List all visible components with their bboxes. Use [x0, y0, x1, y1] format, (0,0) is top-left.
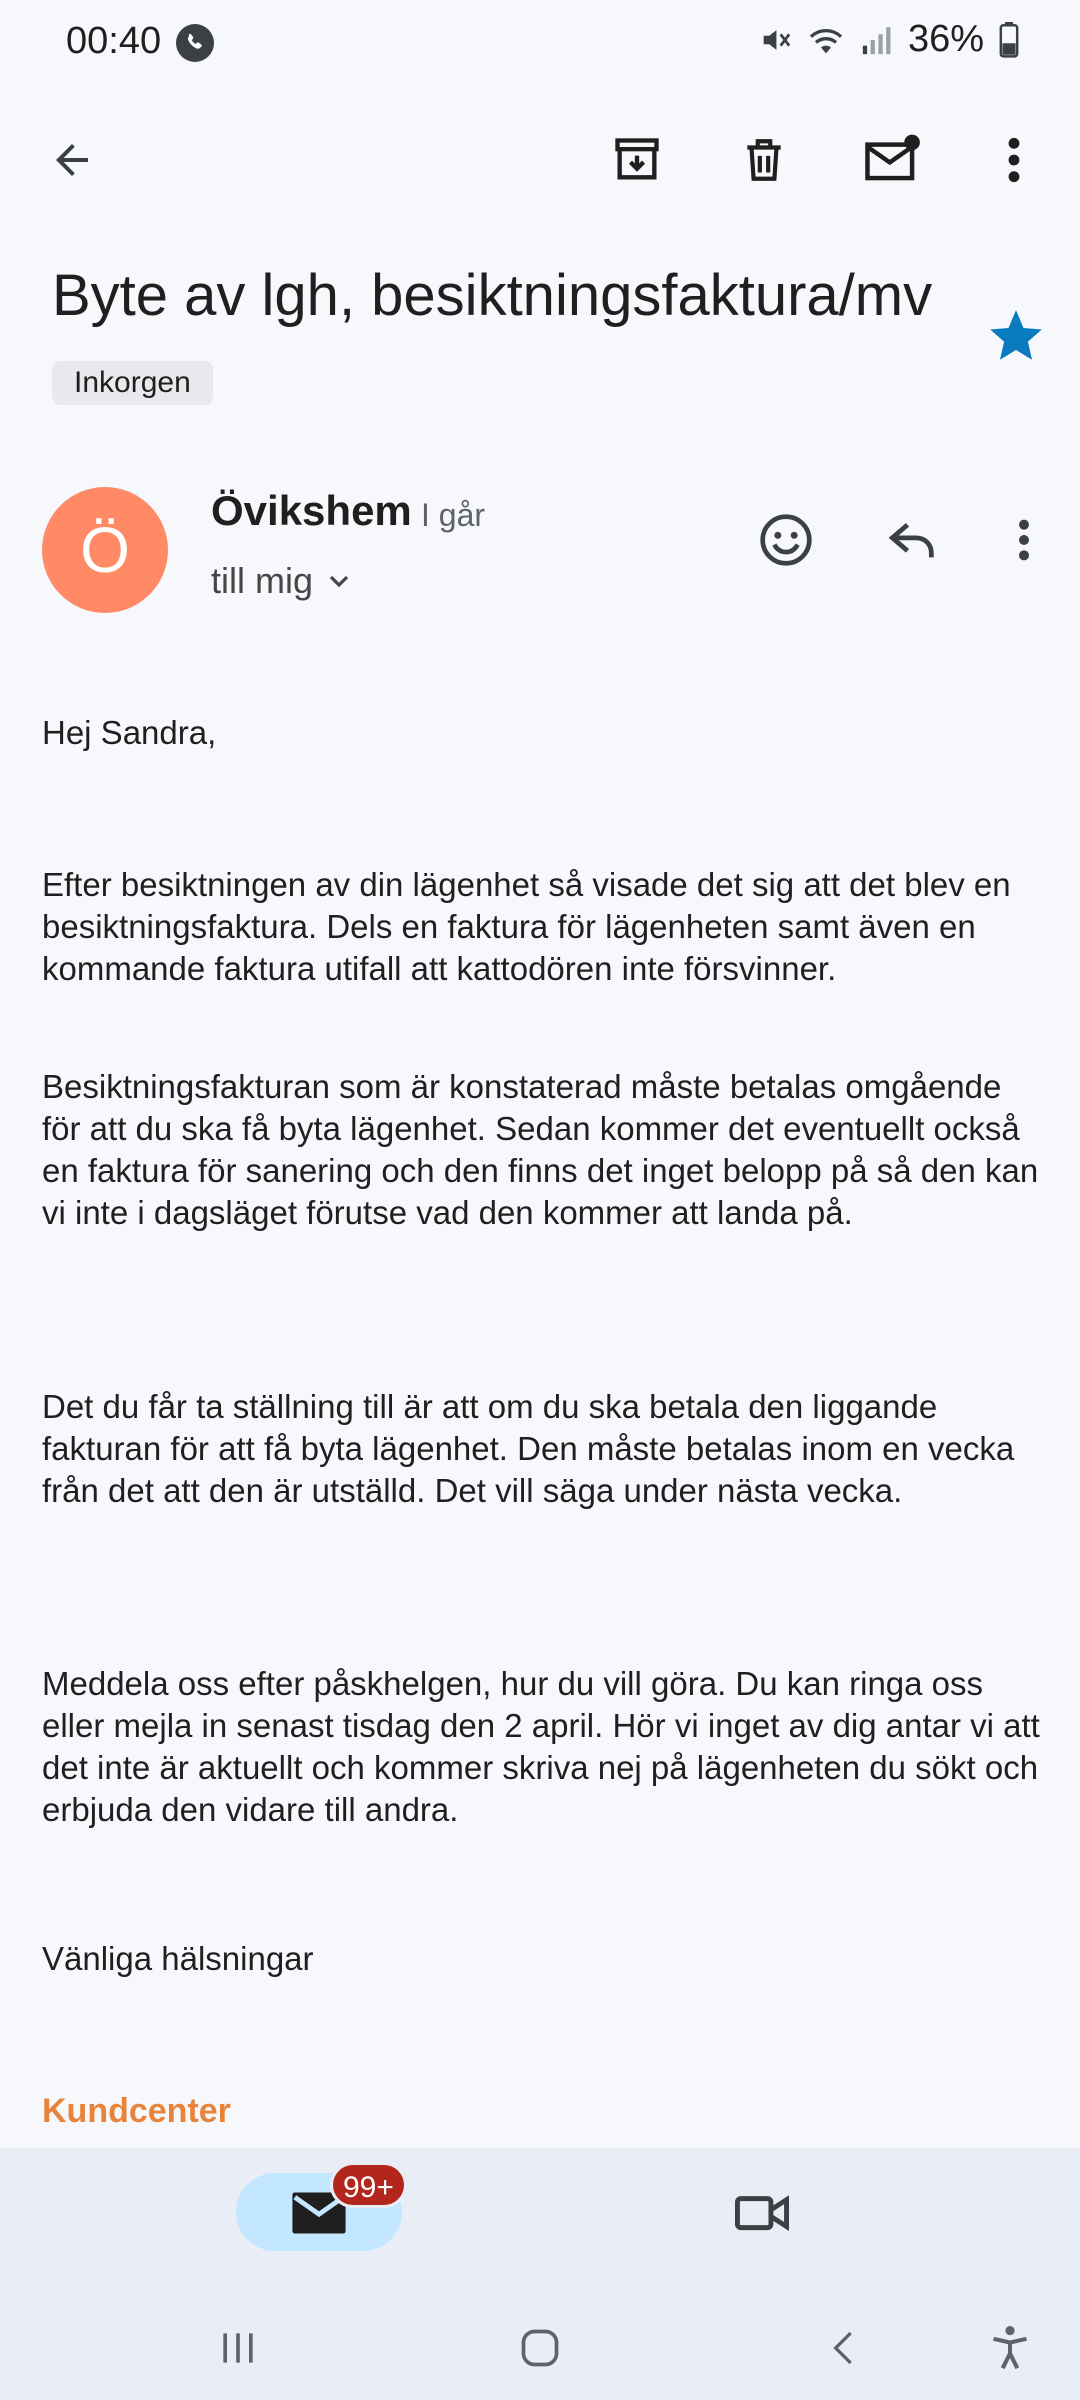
back-button[interactable]	[40, 128, 104, 192]
signature-name: Kundcenter	[42, 2092, 231, 2130]
trash-icon	[739, 134, 789, 186]
more-vert-icon	[1016, 517, 1032, 563]
recent-apps-icon	[216, 2326, 260, 2370]
signal-icon	[860, 23, 894, 57]
reply-button[interactable]	[880, 508, 948, 572]
mark-unread-icon	[863, 132, 921, 184]
sender-name[interactable]: Övikshem	[211, 487, 412, 534]
archive-button[interactable]	[605, 128, 669, 192]
mute-icon	[758, 23, 792, 57]
body-paragraph: Besiktningsfakturan som är konstaterad måste betalas omgående för att du ska få byta lägenhet. Sedan kommer det eventuellt också en faktura för sanering och den finns det inget belopp på så den kan vi inte i dagsläget förutse vad den kommer att landa på.	[42, 1068, 1039, 1231]
status-time: 00:40	[66, 20, 162, 62]
email-date: I går	[421, 497, 486, 533]
delete-button[interactable]	[732, 128, 796, 192]
mark-unread-button[interactable]	[858, 124, 926, 192]
bottom-nav	[0, 2148, 1080, 2304]
sender-avatar[interactable]: Ö	[42, 487, 168, 613]
wifi-icon	[806, 23, 846, 57]
nav-meet-tab[interactable]	[724, 2180, 800, 2244]
home-button[interactable]	[508, 2316, 572, 2380]
body-paragraph: Efter besiktningen av din lägenhet så visade det sig att det blev en besiktningsfaktura. Dels en faktura för lägenheten samt även en kommande faktura utifall att kattodören inte försvinner.	[42, 866, 1011, 987]
arrow-back-icon	[48, 136, 96, 184]
unread-count-badge: 99+	[330, 2162, 407, 2208]
emoji-icon	[758, 512, 814, 568]
body-greeting: Hej Sandra,	[42, 714, 217, 751]
reply-icon	[888, 517, 940, 563]
star-icon[interactable]	[985, 305, 1047, 367]
chevron-left-icon	[824, 2326, 864, 2370]
body-paragraph: Meddela oss efter påskhelgen, hur du vill göra. Du kan ringa oss eller mejla in senast tisdag den 2 april. Hör vi inget av dig antar vi att det inte är aktuellt och kommer skriva nej på lägenheten du sökt och erbjuda den vidare till andra.	[42, 1665, 1040, 1828]
message-more-button[interactable]	[1004, 508, 1044, 572]
call-active-icon	[176, 24, 214, 62]
archive-icon	[611, 134, 663, 186]
system-back-button[interactable]	[812, 2316, 876, 2380]
recipient-label: till mig	[211, 560, 314, 601]
more-options-button[interactable]	[982, 128, 1046, 192]
home-icon	[518, 2326, 562, 2370]
recipient-details-toggle[interactable]	[211, 560, 355, 602]
accessibility-icon	[988, 2324, 1032, 2372]
add-reaction-button[interactable]	[752, 506, 820, 574]
battery-percent: 36%	[907, 18, 984, 60]
email-subject: Byte av lgh, besiktningsfaktura/mv	[52, 263, 933, 328]
chevron-down-icon	[323, 565, 355, 597]
accessibility-button[interactable]	[978, 2316, 1042, 2380]
body-paragraph: Det du får ta ställning till är att om du ska betala den liggande fakturan för att få byta lägenhet. Den måste betalas inom en vecka från det att den är utställd. Det vill säga under nästa vecka.	[42, 1388, 1015, 1509]
body-closing: Vänliga hälsningar	[42, 1940, 314, 1977]
more-vert-icon	[1004, 135, 1024, 185]
battery-icon	[998, 22, 1020, 58]
recent-apps-button[interactable]	[206, 2316, 270, 2380]
video-camera-icon	[733, 2190, 791, 2234]
label-chip-inbox[interactable]: Inkorgen	[52, 361, 213, 405]
